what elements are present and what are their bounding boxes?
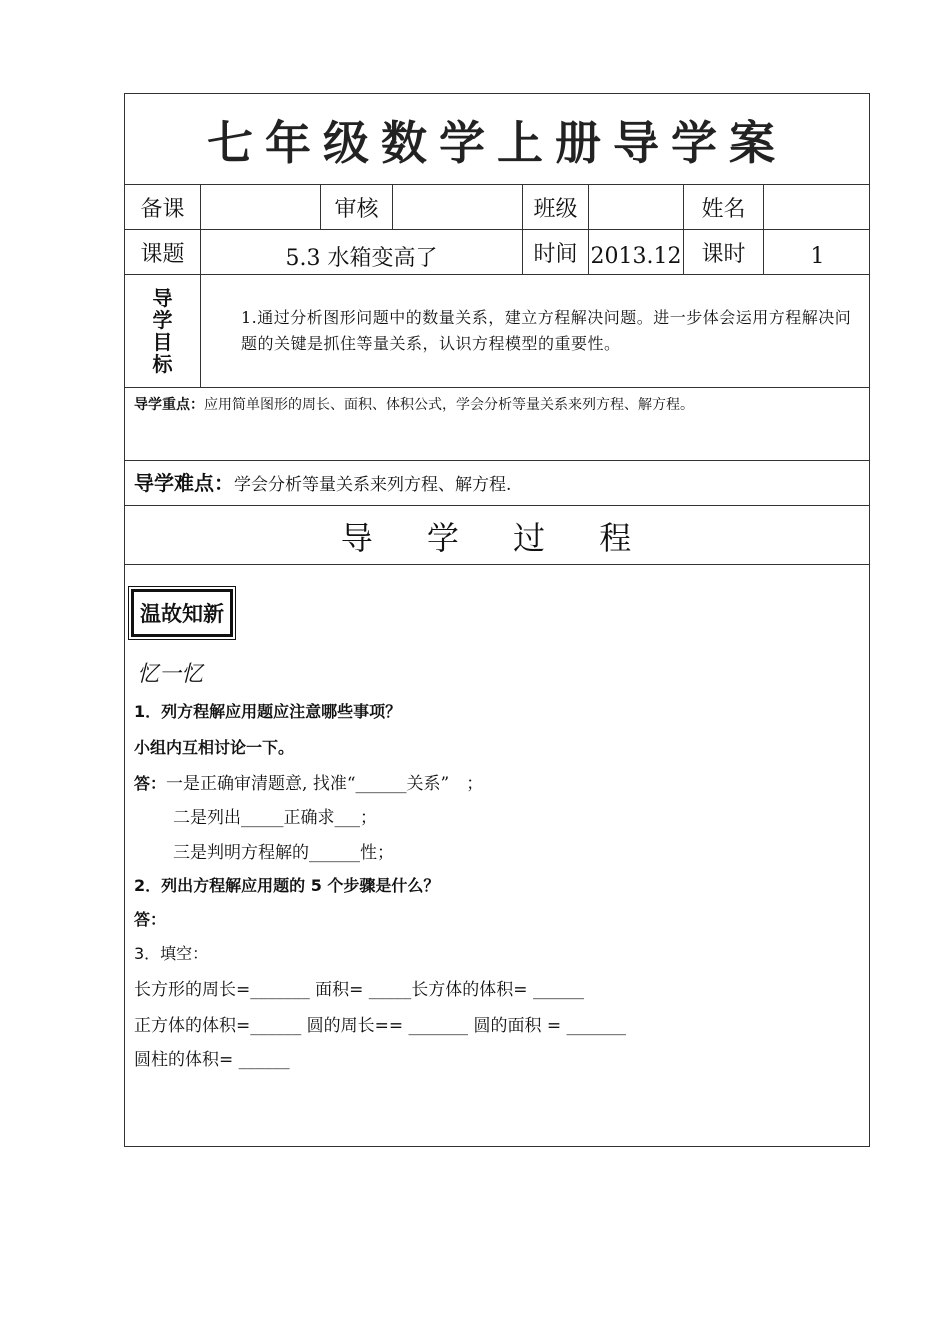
goal-row (125, 275, 869, 388)
title-row (125, 94, 869, 185)
recall-heading: 忆一忆 (137, 662, 204, 687)
fill-line-1: 长方形的周长=_______ 面积= _____长方体的体积= ______ (134, 980, 584, 1000)
name-value (764, 185, 871, 229)
question-1-sub: 小组内互相讨论一下。 (134, 738, 295, 757)
name-label: 姓名 (684, 185, 764, 229)
difficulty-text: 学会分析等量关系来列方程、解方程. (234, 475, 512, 495)
class-label: 班级 (523, 185, 589, 229)
goal-label-char: 标 (152, 352, 173, 376)
key-point-label: 导学重点： (134, 397, 204, 413)
answer-1-label: 答： (134, 774, 167, 793)
goal-label (125, 275, 201, 387)
goal-text: 1.通过分析图形问题中的数量关系，建立方程解决问题。进一步体会运用方程解决问题的关键是抓住等量关系，认识方程模型的重要性。 (241, 308, 852, 353)
time-label: 时间 (523, 230, 589, 274)
answer-1-line-2: 二是列出_____正确求___； (173, 808, 377, 828)
lesson-plan-table (124, 93, 870, 1147)
goal-label-char: 导 (152, 286, 173, 310)
content-area (125, 565, 869, 1148)
info-row-1 (125, 185, 869, 230)
answer-1-text-1: 一是正确审清题意, 找准“______关系” ； (166, 774, 484, 794)
difficulty (134, 467, 511, 496)
review-value (393, 185, 523, 229)
topic-value: 5.3 水箱变高了 (201, 230, 523, 274)
process-title-row (125, 506, 869, 565)
key-point-row (125, 388, 869, 461)
question-3: 3．填空： (134, 944, 209, 963)
fill-line-3: 圆柱的体积= ______ (134, 1050, 290, 1070)
review-heading: 温故知新 (131, 589, 233, 637)
class-value (589, 185, 684, 229)
difficulty-label: 导学难点： (134, 471, 234, 495)
process-title: 导 学 过 程 (340, 518, 654, 557)
hours-label: 课时 (684, 230, 764, 274)
goal-label-char: 目 (152, 330, 173, 354)
answer-2-label: 答： (134, 910, 167, 929)
key-point (134, 394, 694, 414)
question-1: 1．列方程解应用题应注意哪些事项？ (134, 702, 402, 721)
time-value: 2013.12 (589, 230, 684, 274)
fill-line-2: 正方体的体积=______ 圆的周长== _______ 圆的面积 = _______ (134, 1016, 626, 1036)
goal-label-char: 学 (152, 308, 173, 332)
page-title: 七年级数学上册导学案 (207, 115, 787, 170)
answer-1-line-3: 三是判明方程解的______性； (173, 843, 394, 863)
difficulty-row (125, 461, 869, 506)
info-row-2 (125, 230, 869, 275)
question-2: 2．列出方程解应用题的 5 个步骤是什么？ (134, 876, 440, 895)
prep-label: 备课 (125, 185, 201, 229)
hours-value: 1 (810, 243, 825, 269)
key-point-text: 应用简单图形的周长、面积、体积公式，学会分析等量关系来列方程、解方程。 (204, 397, 694, 413)
review-label: 审核 (321, 185, 393, 229)
topic-label: 课题 (125, 230, 201, 274)
prep-value (201, 185, 321, 229)
answer-1-line-1 (134, 769, 483, 794)
